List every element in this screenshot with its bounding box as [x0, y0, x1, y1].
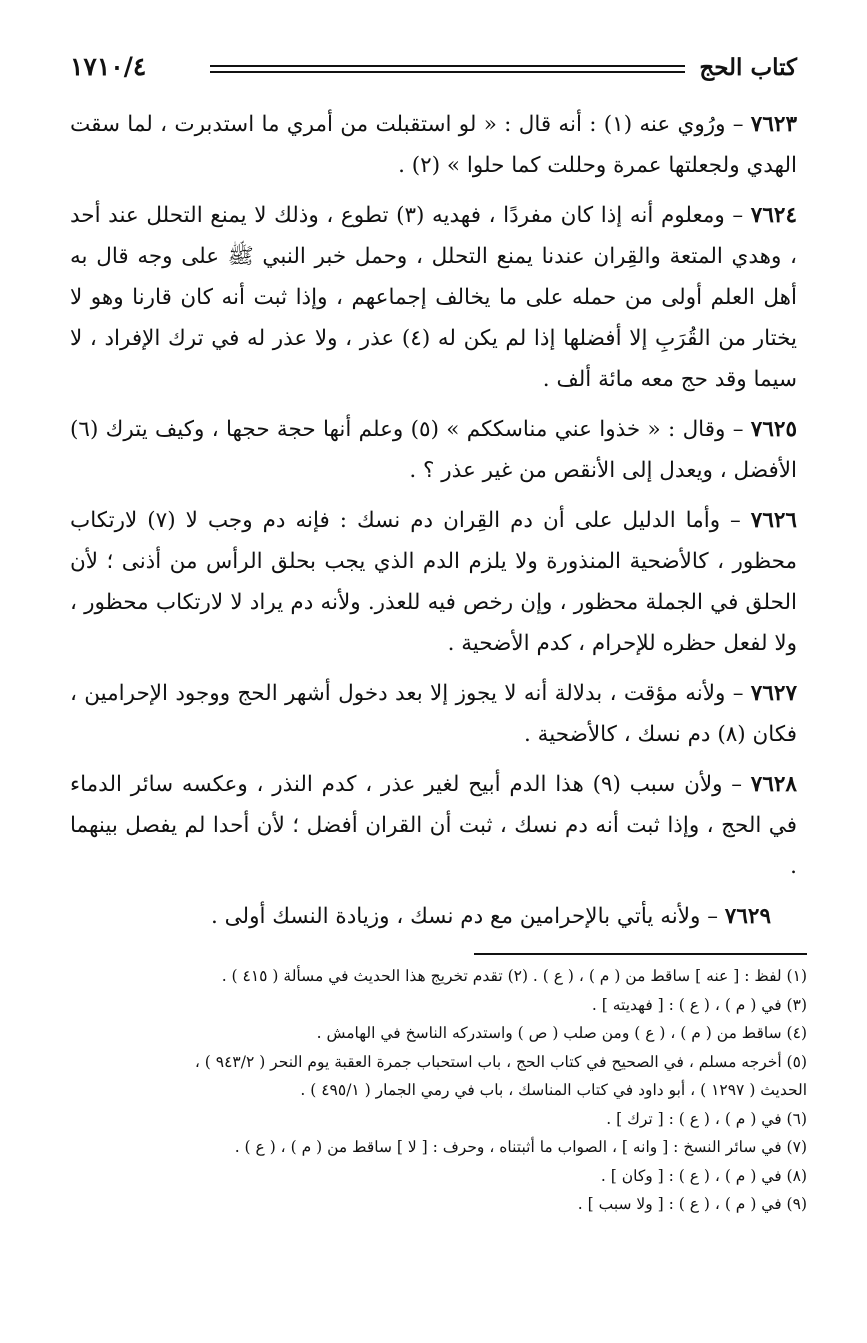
- footnote: (٣) في ( م ) ، ( ع ) : [ فهديته ] .: [591, 995, 807, 1014]
- footnote: (٨) في ( م ) ، ( ع ) : [ وكان ] .: [600, 1166, 807, 1185]
- paragraph-number: ٧٦٢٨: [750, 772, 797, 797]
- paragraph: [70, 673, 797, 755]
- running-title: كتاب الحج: [699, 54, 797, 81]
- paragraph-text: – وقال : « خذوا عني مناسككم » (٥) وعلم أنها حجة حجها ، وكيف يترك (٦) الأفضل ، ويعدل إلى الأنقص من غير عذر ؟ .: [70, 417, 797, 483]
- page-number: ١٧١٠/٤: [70, 52, 147, 81]
- paragraph-number: ٧٦٢٣: [750, 112, 797, 137]
- footnote: الحديث ( ١٢٩٧ ) ، أبو داود في كتاب المناسك ، باب في رمي الجمار ( ٤٩٥/١ ) .: [300, 1081, 807, 1099]
- paragraph-text: – ولأنه يأتي بالإحرامين مع دم نسك ، وزيادة النسك أولى .: [210, 904, 718, 929]
- paragraph: [70, 104, 797, 186]
- paragraph: [70, 500, 797, 664]
- paragraph-text: – ولأن سبب (٩) هذا الدم أبيح لغير عذر ، كدم النذر ، وعكسه سائر الدماء في الحج ، وإذا ثبت أنه دم نسك ، ثبت أن القران أفضل ؛ لأن أحدا لم يفصل بينهما .: [70, 772, 797, 879]
- paragraph-text: – ومعلوم أنه إذا كان مفردًا ، فهديه (٣) تطوع ، وذلك لا يمنع التحلل عند أحد ، وهدي المتعة والقِران عندنا يمنع التحلل ، وحمل خبر النبي ﷺ على وجه قال به أهل العلم أولى من حمله على ما يخالف إجماعهم ، وإذا ثبت أنه كان قارنا وهو لا يختار من القُرَبِ إلا أفضلها إذا لم يكن له (٤) عذر ، ولا عذر له في ترك الإفراد ، لا سيما وقد حج معه مائة ألف .: [70, 203, 797, 392]
- paragraph-text: – ولأنه مؤقت ، بدلالة أنه لا يجوز إلا بعد دخول أشهر الحج ووجود الإحرامين ، فكان (٨) دم نسك ، كالأضحية .: [70, 681, 797, 747]
- footnote: (١) لفظ : [ عنه ] ساقط من ( م ) ، ( ع ) . (٢) تقدم تخريج هذا الحديث في مسألة ( ٤١٥ ) .: [221, 967, 807, 985]
- footnote-separator: [474, 953, 807, 955]
- header-rule: [210, 65, 685, 73]
- footnote: (٥) أخرجه مسلم ، في الصحيح في كتاب الحج ، باب استحباب جمرة العقبة يوم النحر ( ٩٤٣/٢ ) ،: [194, 1052, 807, 1071]
- paragraph-number: ٧٦٢٦: [750, 508, 797, 533]
- page-header: [70, 52, 797, 88]
- paragraph-number: ٧٦٢٩: [724, 904, 771, 929]
- paragraph-number: ٧٦٢٤: [750, 203, 797, 228]
- paragraph-text: – ورُوي عنه (١) : أنه قال : « لو استقبلت من أمري ما استدبرت ، لما سقت الهدي ولجعلتها عمرة وحللت كما حلوا » (٢) .: [70, 112, 797, 178]
- paragraph: [70, 409, 797, 491]
- paragraph: [70, 195, 797, 400]
- paragraph-number: ٧٦٢٧: [750, 681, 797, 706]
- paragraph-text: – وأما الدليل على أن دم القِران دم نسك : فإنه دم وجب لا (٧) لارتكاب محظور ، كالأضحية المنذورة ولا يلزم الدم الذي يجب بحلق الرأس من أذنى ؛ لأن الحلق في الجملة محظور ، وإن رخص فيه للعذر. ولأنه دم يراد لا لارتكاب محظور ، ولا لفعل حظره للإحرام ، كدم الأضحية .: [70, 508, 797, 656]
- footnotes: [70, 962, 807, 1219]
- footnote: (٧) في سائر النسخ : [ وانه ] ، الصواب ما أثبتناه ، وحرف : [ لا ] ساقط من ( م ) ، ( ع ) .: [234, 1138, 807, 1156]
- footnote: (٩) في ( م ) ، ( ع ) : [ ولا سبب ] .: [577, 1195, 807, 1213]
- footnote: (٤) ساقط من ( م ) ، ( ع ) ومن صلب ( ص ) واستدركه الناسخ في الهامش .: [316, 1024, 807, 1042]
- main-text: [70, 104, 797, 946]
- paragraph: [70, 896, 797, 937]
- paragraph: [70, 764, 797, 887]
- paragraph-number: ٧٦٢٥: [750, 417, 797, 442]
- footnote: (٦) في ( م ) ، ( ع ) : [ ترك ] .: [606, 1109, 807, 1128]
